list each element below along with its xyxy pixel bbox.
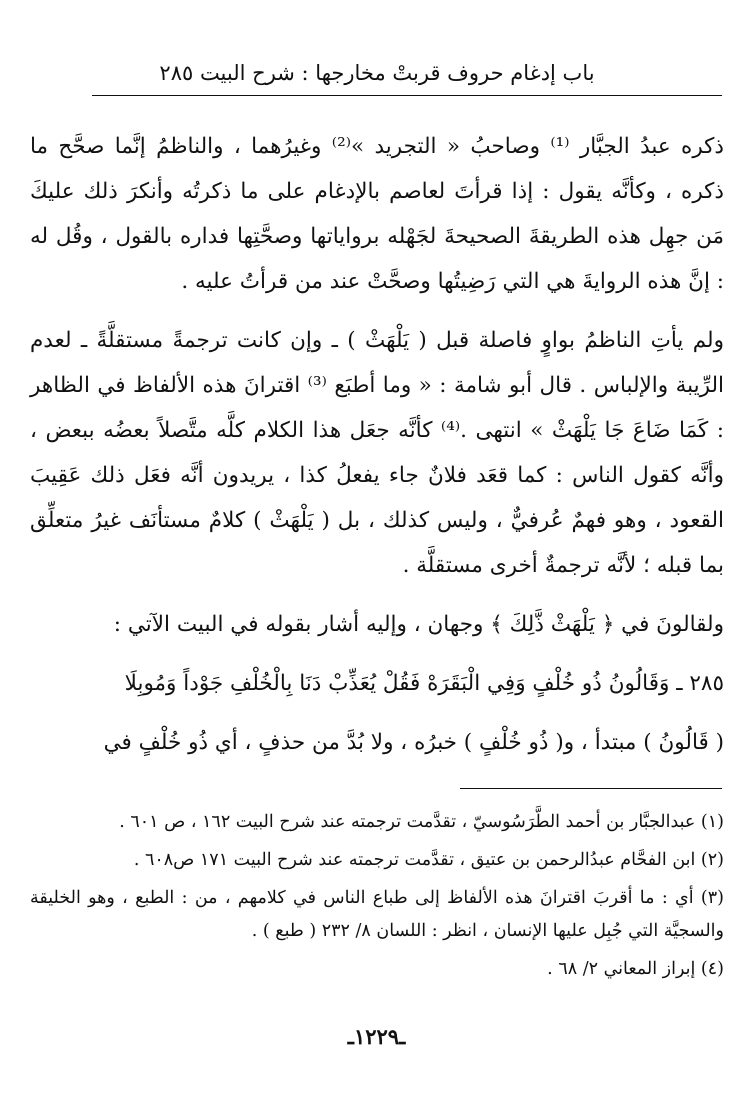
page-number: ـ١٢٢٩ـ	[347, 1024, 406, 1049]
footnote-4: (٤) إبراز المعاني ٢/ ٦٨ .	[547, 959, 724, 979]
main-text	[30, 124, 724, 765]
footnotes	[30, 806, 724, 991]
running-header: باب إدغام حروف قربتْ مخارجها : شرح البيت ٢٨٥	[159, 61, 595, 85]
paragraph-3: ولقالونَ في ﴿ يَلْهَثْ ذَّلِكَ ﴾ وجهان ، وإليه أشار بقوله في البيت الآتي :	[113, 612, 724, 637]
footnote-2: (٢) ابن الفحَّام عبدُالرحمن بن عتيق ، تقدَّمت ترجمته عند شرح البيت ١٧١ ص٦٠٨ .	[133, 850, 724, 870]
paragraph-4: ( قَالُونُ ) مبتدأ ، و( ذُو خُلْفٍ ) خبرُه ، ولا بُدَّ من حذفٍ ، أي ذُو خُلْفٍ في	[103, 730, 724, 755]
verse-285: ٢٨٥ ـ وَقَالُونُ ذُو خُلْفٍ وَفِي الْبَقَرَهْ فَقُلْ يُعَذِّبْ دَنَا بِالْخُلْفِ جَوْداً وَمُوبِلَا	[124, 671, 724, 696]
header-rule	[92, 95, 722, 96]
footnote-3: (٣) أي : ما أقربَ اقترانَ هذه الألفاظ إلى طباع الناس في كلامهم ، من : الطبع ، وهو الخليقة والسجيَّة التي جُبِل عليها الإنسان ، انظر : اللسان ٨/ ٢٣٢ ( طبع ) .	[30, 888, 724, 941]
paragraph-1: ذكره عبدُ الجبَّار ⁽¹⁾ وصاحبُ « التجريد »⁽²⁾ وغيرُهما ، والناظمُ إنَّما صحَّح ما ذكره ، وكأنَّه يقول : إذا قرأتَ لعاصم بالإدغام على ما ذكرتُه وأنكرَ ذلك عليكَ مَن جهِل هذه الطريقةَ الصحيحةَ لجَهْله برواياتها وصحَّتِها فداره بالقول ، وقُل له : إنَّ هذه الروايةَ هي التي رَضِيتُها وصحَّتْ عند من قرأتُ عليه .	[30, 134, 724, 294]
footnote-rule	[460, 788, 722, 789]
footnote-1: (١) عبدالجبَّار بن أحمد الطَّرَسُوسيّ ، تقدَّمت ترجمته عند شرح البيت ١٦٢ ، ص ٦٠١ .	[119, 812, 724, 832]
paragraph-2: ولم يأتِ الناظمُ بواوٍ فاصلة قبل ( يَلْهَثْ ) ـ وإن كانت ترجمةً مستقلَّةً ـ لعدم الرِّيبة والإلباس . قال أبو شامة : « وما أطبَع ⁽³⁾ اقترانَ هذه الألفاظ في الظاهر : كَمَا ضَاعَ جَا يَلْهَثْ » انتهى .⁽⁴⁾ كأنَّه جعَل هذا الكلام كلَّه متَّصلاً بعضُه ببعض ، وأنَّه كقول الناس : كما قعَد فلانٌ جاء يفعلُ كذا ، يريدون أنَّه فعَل ذلك عَقِيبَ القعود ، وهو فهمٌ عُرفيٌّ ، وليس كذلك ، بل ( يَلْهَثْ ) كلامٌ مستأنَف غيرُ متعلِّق بما قبله ؛ لأنَّه ترجمةٌ أخرى مستقلَّة .	[30, 328, 724, 578]
